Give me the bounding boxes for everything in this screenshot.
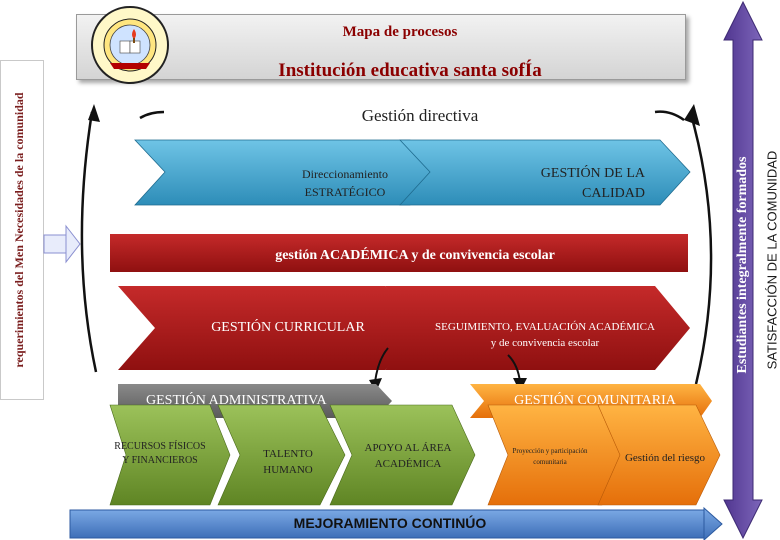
curricular-label: GESTIÓN CURRICULAR bbox=[211, 320, 365, 335]
proyeccion-label: Proyección y participación comunitaria bbox=[512, 447, 588, 466]
institution-name: Institución educativa santa sofÍa bbox=[278, 60, 542, 81]
seguimiento-label: SEGUIMIENTO, EVALUACIÓN ACADÉMICA y de convivencia escolar bbox=[435, 321, 655, 349]
left-curved-arrow bbox=[82, 112, 96, 372]
apoyo-label: APOYO AL ÁREA ACADÉMICA bbox=[364, 442, 452, 470]
recursos-label: RECURSOS FÍSICOS Y FINANCIEROS bbox=[114, 441, 206, 466]
direccionamiento-label: Direccionamiento ESTRATÉGICO bbox=[302, 167, 388, 199]
riesgo-label: Gestión del riesgo bbox=[624, 452, 706, 464]
comunitaria-label: GESTIÓN COMUNITARIA bbox=[514, 393, 676, 408]
mejoramiento-label: MEJORAMIENTO CONTINÚO bbox=[293, 515, 487, 531]
left-requirements-label: requerimientos del Men Necesidades de la comunidad bbox=[12, 92, 26, 368]
right-curved-arrow bbox=[692, 118, 711, 384]
input-arrow bbox=[44, 226, 80, 262]
gestion-directiva-label: Gestión directiva bbox=[361, 106, 479, 125]
page-title: Mapa de procesos bbox=[342, 24, 458, 40]
academica-label: gestión ACADÉMICA y de convivencia escolar bbox=[275, 248, 555, 263]
talento-label: TALENTO HUMANO bbox=[263, 448, 313, 476]
administrativa-label: GESTIÓN ADMINISTRATIVA bbox=[146, 393, 327, 408]
students-outcome-label: Estudiantes integralmente formados bbox=[735, 156, 750, 374]
calidad-label: GESTIÓN DE LA CALIDAD bbox=[540, 166, 645, 201]
community-satisfaction-label: SATISFACCIÓN DE LA COMUNIDAD bbox=[764, 150, 780, 370]
